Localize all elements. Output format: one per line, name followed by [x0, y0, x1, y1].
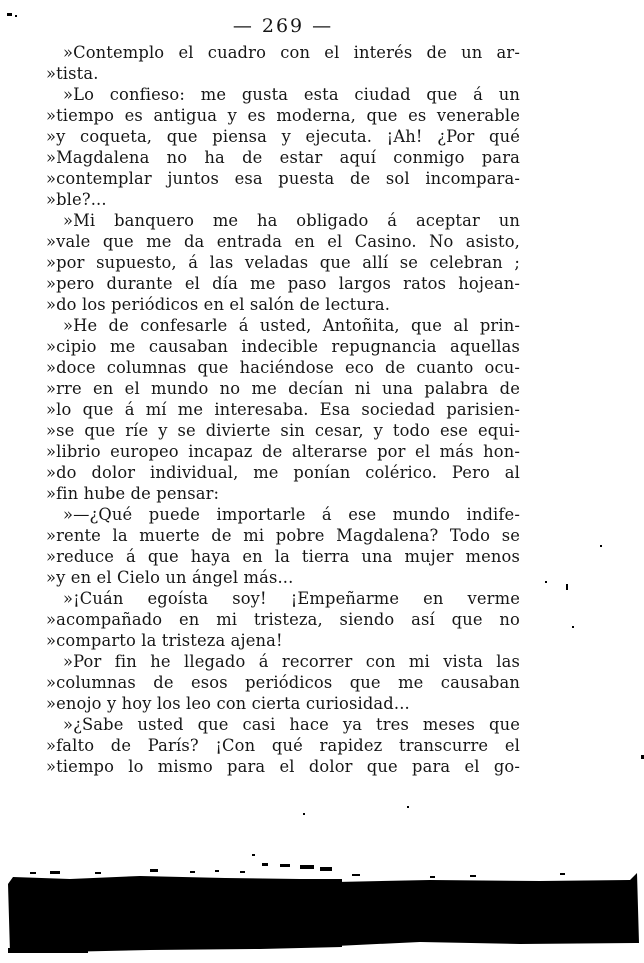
- text-line: »Lo confieso: me gusta esta ciudad que á un: [63, 85, 520, 104]
- text-line: »pero durante el día me paso largos ratos hojean-: [46, 274, 520, 293]
- text-line: »tiempo lo mismo para el dolor que para el go-: [46, 757, 520, 776]
- page-number: — 269 —: [232, 15, 334, 37]
- text-line: »reduce á que haya en la tierra una mujer menos: [46, 547, 520, 566]
- scan-artifact-band: [0, 860, 644, 963]
- text-line: »—¿Qué puede importarle á ese mundo indife-: [63, 505, 520, 524]
- text-line: »Contemplo el cuadro con el interés de un ar-: [63, 43, 520, 62]
- scan-speck: [566, 584, 568, 590]
- text-line: »do dolor individual, me ponían colérico. Pero al: [46, 463, 520, 482]
- text-line: »cipio me causaban indecible repugnancia aquellas: [46, 337, 520, 356]
- text-line: »do los periódicos en el salón de lectura.: [46, 295, 391, 314]
- text-line: »ble?...: [46, 190, 107, 209]
- text-line: »¿Sabe usted que casi hace ya tres meses que: [63, 715, 520, 734]
- text-line: »rente la muerte de mi pobre Magdalena? Todo se: [46, 526, 520, 545]
- text-line: »acompañado en mi tristeza, siendo así que no: [46, 610, 520, 629]
- text-line: »tista.: [46, 64, 99, 83]
- text-line: »enojo y hoy los leo con cierta curiosidad...: [46, 694, 410, 713]
- text-line: »y coqueta, que piensa y ejecuta. ¡Ah! ¿Por qué: [46, 127, 520, 146]
- text-line: »vale que me da entrada en el Casino. No asisto,: [46, 232, 520, 251]
- text-line: »y en el Cielo un ángel más...: [46, 568, 294, 587]
- text-line: »contemplar juntos esa puesta de sol incompara-: [46, 169, 520, 188]
- text-line: »tiempo es antigua y es moderna, que es venerable: [46, 106, 520, 125]
- text-line: »rre en el mundo no me decían ni una palabra de: [46, 379, 520, 398]
- page-text-lines: [46, 42, 520, 777]
- scan-speck: [545, 581, 547, 583]
- text-line: »¡Cuán egoísta soy! ¡Empeñarme en verme: [63, 589, 520, 608]
- text-line: »columnas de esos periódicos que me causaban: [46, 673, 520, 692]
- text-line: »fin hube de pensar:: [46, 484, 220, 503]
- scan-speck: [407, 806, 409, 808]
- scan-speck: [572, 626, 574, 628]
- text-line: »doce columnas que haciéndose eco de cuanto ocu-: [46, 358, 520, 377]
- text-line: »se que ríe y se divierte sin cesar, y todo ese equi-: [46, 421, 520, 440]
- scan-speck: [15, 15, 17, 17]
- text-line: »Por fin he llegado á recorrer con mi vista las: [63, 652, 520, 671]
- text-line: »Mi banquero me ha obligado á aceptar un: [63, 211, 520, 230]
- text-line: »comparto la tristeza ajena!: [46, 631, 283, 650]
- scan-speck: [600, 545, 602, 547]
- text-line: »por supuesto, á las veladas que allí se celebran ;: [46, 253, 520, 272]
- text-line: »He de confesarle á usted, Antoñita, que al prin-: [63, 316, 520, 335]
- text-line: »librio europeo incapaz de alterarse por el más hon-: [46, 442, 520, 461]
- page-number-header: [46, 15, 520, 37]
- text-line: »falto de París? ¡Con qué rapidez transcurre el: [46, 736, 520, 755]
- text-line: »Magdalena no ha de estar aquí conmigo para: [46, 148, 520, 167]
- scan-speck: [7, 13, 12, 16]
- text-line: »lo que á mí me interesaba. Esa sociedad parisien-: [46, 400, 520, 419]
- scan-speck: [303, 813, 305, 815]
- scan-speck: [252, 854, 255, 856]
